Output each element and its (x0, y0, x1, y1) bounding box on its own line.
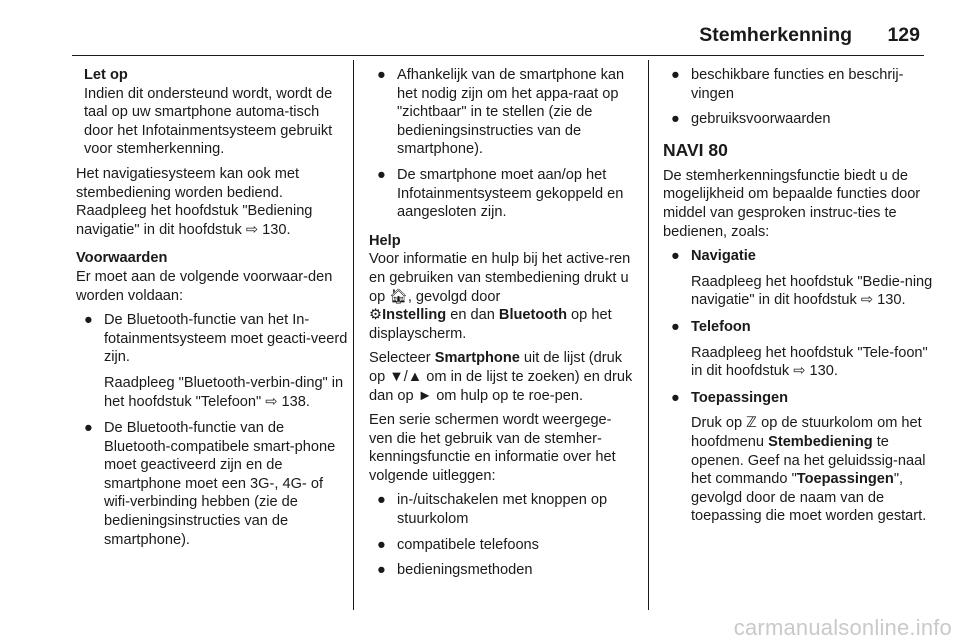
list-item (369, 66, 635, 159)
column-divider-1 (353, 60, 354, 610)
help-text-d: op het displayscherm. (369, 307, 612, 342)
bullet-icon: ● (671, 318, 680, 335)
note-title: Let op (84, 67, 128, 83)
list-item (76, 311, 352, 367)
home-icon: 🏠︎ (389, 288, 408, 305)
toepassingen-label: Toepassingen (796, 471, 894, 488)
column-divider-2 (648, 60, 649, 610)
column-2 (369, 66, 635, 587)
bullet-icon: ● (671, 67, 680, 83)
list-item-title: Telefoon (691, 318, 751, 335)
list-item-title: Toepassingen (691, 389, 789, 406)
help-heading: Help (369, 232, 401, 249)
list-item-subtext: Raadpleeg het hoofdstuk "Tele-foon" in dit hoofdstuk ⇨ 130. (691, 344, 928, 380)
bullet-icon: ● (377, 166, 386, 183)
list-item-text: bedieningsmethoden (397, 562, 533, 579)
list-item (663, 247, 933, 266)
header-rule (72, 55, 924, 56)
chapter-title: Stemherkenning (699, 24, 853, 46)
column-1 (76, 66, 352, 556)
list-item-text: De Bluetooth-functie van het In-fotainmentsysteem moet geacti-veerd zijn. (104, 312, 348, 366)
bullet-icon: ● (671, 248, 680, 265)
bullet-icon: ● (377, 67, 386, 83)
app-text-a: Druk op (691, 415, 747, 432)
stembediening-label: Stembediening (768, 433, 873, 450)
list-item (369, 491, 635, 528)
help-text-a: Voor informatie en hulp bij het active-ren en gebruiken van stembediening drukt u op (369, 251, 631, 305)
smartphone-label: Smartphone (434, 350, 520, 367)
bluetooth-label: Bluetooth (498, 307, 567, 324)
help-text-c: en dan (446, 307, 499, 324)
list-item-title: Navigatie (691, 248, 756, 265)
bullet-icon: ● (84, 312, 93, 329)
bullet-icon: ● (377, 492, 386, 509)
help-text-b: , gevolgd door (407, 288, 501, 305)
navi80-text: De stemherkenningsfunctie biedt u de mogelijkheid om bepaalde functies door middel van gesproken instruc-ties te bedienen, zoals: (663, 167, 921, 240)
list-item-text: compatibele telefoons (397, 536, 539, 553)
list-item (76, 419, 352, 549)
nav-paragraph: Het navigatiesysteem kan ook met stembediening worden bediend. Raadpleeg het hoofdstuk "Bediening navigatie" in dit hoofdstuk ⇨ 130. (76, 165, 313, 238)
series-paragraph: Een serie schermen wordt weergege-ven die het gebruik van de stemher-kenningsfunctie en informatie over het volgende uitleggen: (369, 412, 616, 484)
help-paragraph (369, 250, 635, 343)
page-number: 129 (887, 24, 920, 46)
list-item (369, 166, 635, 222)
bullet-icon: ● (671, 111, 680, 128)
app-text-d: ", gevolgd door de naam van de toepassing die moet worden gestart. (691, 471, 927, 525)
list-item-text: gebruiksvoorwaarden (691, 111, 831, 128)
navi80-heading: NAVI 80 (663, 139, 728, 160)
list-item (663, 110, 933, 129)
app-text-c: te openen. Geef na het geluidssig-naal het commando " (691, 433, 926, 488)
requirements-text: Er moet aan de volgende voorwaar-den worden voldaan: (76, 268, 333, 304)
list-item-text: in-/uitschakelen met knoppen op stuurkolom (397, 492, 608, 528)
bullet-icon: ● (84, 420, 93, 437)
bullet-icon: ● (377, 536, 386, 553)
list-item (663, 389, 933, 408)
instelling-label: Instelling (382, 307, 447, 324)
list-item-text: De Bluetooth-functie van de Bluetooth-compatibele smart-phone moet geactiveerd zijn en de smartphone moet een 3G-, 4G- of wifi-verbinding hebben (zie de bedieningsinstructies van de smartphone). (104, 420, 336, 548)
list-item-text: De smartphone moet aan/op het Infotainmentsysteem gekoppeld en aangesloten zijn. (397, 166, 624, 221)
column-3 (663, 66, 933, 534)
list-item-text: beschikbare functies en beschrij-vingen (691, 67, 904, 102)
gear-icon: ⚙ (369, 307, 383, 324)
note-box (76, 66, 352, 159)
list-item (369, 561, 635, 580)
app-text-b: op de stuurkolom om het hoofdmenu (691, 415, 922, 450)
bullet-icon: ● (671, 389, 680, 406)
select-text-a: Selecteer (369, 350, 435, 367)
note-text: Indien dit ondersteund wordt, wordt de taal op uw smartphone automa-tisch door het Infotainmentsysteem gebruikt voor stemherkenning. (84, 85, 333, 158)
watermark: carmanualsonline.info (733, 615, 952, 641)
bullet-icon: ● (377, 562, 386, 579)
list-item (369, 536, 635, 555)
list-item-subtext: Raadpleeg "Bluetooth-verbin-ding" in het hoofdstuk "Telefoon" ⇨ 138. (104, 374, 344, 410)
select-paragraph (369, 349, 635, 405)
voice-control-icon: ℤ (746, 415, 758, 432)
list-item-text: Afhankelijk van de smartphone kan het nodig zijn om het appa-raat op "zichtbaar" in te stellen (zie de bedieningsinstructies van de smartphone). (397, 67, 625, 158)
list-item (663, 318, 933, 337)
list-item-subtext (663, 414, 933, 526)
requirements-heading: Voorwaarden (76, 250, 168, 267)
list-item-subtext: Raadpleeg het hoofdstuk "Bedie-ning navigatie" in dit hoofdstuk ⇨ 130. (691, 273, 933, 309)
select-text-b: uit de lijst (druk op ▼/▲ om in de lijst te zoeken) en druk dan op ► om hulp op te roe-pen. (369, 350, 633, 404)
list-item (663, 66, 933, 103)
page-header (699, 26, 920, 45)
